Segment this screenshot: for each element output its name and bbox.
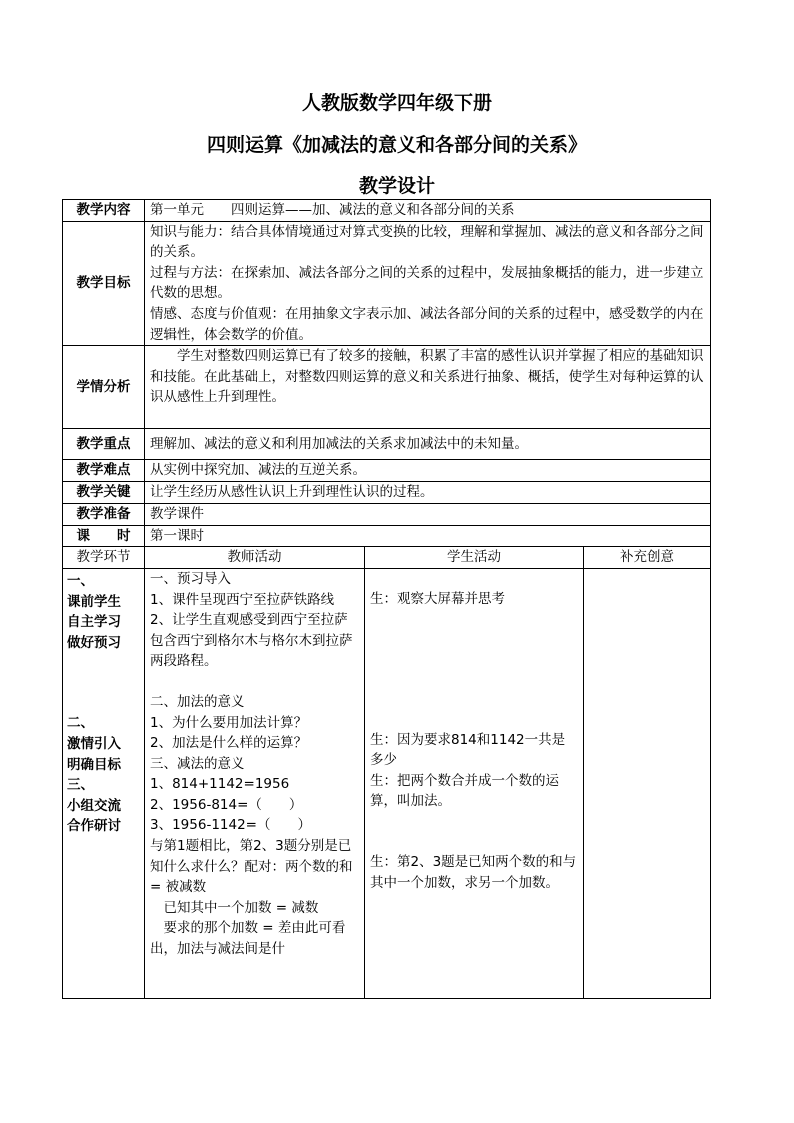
label-goals: 教学目标 [63, 221, 145, 346]
doc-title-line2: 四则运算《加减法的意义和各部分间的关系》 [206, 134, 587, 156]
teacher-pair-3: 要求的那个加数 = 差由此可看出，加法与减法间是什 [150, 920, 346, 958]
teacher-preview-item1: 1、课件呈现西宁至拉萨铁路线 [150, 591, 335, 608]
teacher-equation-3: 3、1956-1142=（ ） [150, 817, 311, 834]
row-content [63, 200, 711, 222]
extra-column [584, 568, 711, 998]
teacher-equation-1: 1、814+1142=1956 [150, 776, 290, 793]
goal-process: 过程与方法：在探索加、减法各部分之间的关系的过程中，发展抽象概括的能力，进一步建立代数的思想。 [150, 264, 704, 302]
value-prep: 教学课件 [145, 503, 711, 525]
stage2-line1: 激情引入 [67, 735, 121, 752]
goal-emotion: 情感、态度与价值观：在用抽象文字表示加、减法各部分间的关系的过程中，感受数学的内在逻辑性，体会数学的价值。 [150, 305, 704, 343]
teacher-compare: 与第1题相比，第2、3题分别是已知什么求什么？配对：两个数的和 = 被减数 [150, 838, 353, 896]
stage-column [63, 568, 145, 998]
label-analysis: 学情分析 [63, 346, 145, 429]
row-key [63, 429, 711, 460]
row-prep [63, 503, 711, 525]
header-stage: 教学环节 [63, 547, 145, 569]
label-period: 课 时 [63, 525, 145, 547]
label-difficulty: 教学难点 [63, 460, 145, 482]
row-period [63, 525, 711, 547]
label-key: 教学重点 [63, 429, 145, 460]
teacher-column [145, 568, 365, 998]
lesson-plan-table [62, 199, 711, 999]
row-crux [63, 481, 711, 503]
value-difficulty: 从实例中探究加、减法的互逆关系。 [145, 460, 711, 482]
stage3-number: 三、 [67, 777, 94, 794]
teacher-preview-item2: 2、让学生直观感受到西宁至拉萨包含西宁到格尔木与格尔木到拉萨两段路程。 [150, 612, 353, 670]
teacher-addition-q1: 1、为什么要用加法计算？ [150, 714, 308, 731]
student-column [365, 568, 584, 998]
row-goals [63, 221, 711, 346]
student-answer-3: 生：第2、3题是已知两个数的和与其中一个加数，求另一个加数。 [370, 853, 577, 891]
teacher-pair-2: 已知其中一个加数 = 减数 [150, 899, 319, 916]
header-teacher: 教师活动 [145, 547, 365, 569]
stage1-line3: 做好预习 [67, 634, 121, 651]
analysis-text: 学生对整数四则运算已有了较多的接触，积累了丰富的感性认识并掌握了相应的基础知识和技能。在此基础上，对整数四则运算的意义和关系进行抽象、概括，使学生对每种运算的认识从感性上升到理性。 [150, 348, 704, 406]
teacher-addition-title: 二、加法的意义 [150, 693, 245, 710]
student-observe: 生：观察大屏幕并思考 [370, 590, 505, 607]
value-key: 理解加、减法的意义和利用加减法的关系求加减法中的未知量。 [145, 429, 711, 460]
row-difficulty [63, 460, 711, 482]
doc-title-line1: 人教版数学四年级下册 [301, 92, 492, 114]
stage2-number: 二、 [67, 715, 94, 732]
value-content: 第一单元 四则运算——加、减法的意义和各部分间的关系 [145, 200, 711, 222]
header-student: 学生活动 [365, 547, 584, 569]
row-analysis [63, 346, 711, 429]
value-goals [145, 221, 711, 346]
teacher-preview-title: 一、预习导入 [150, 570, 231, 587]
teacher-equation-2: 2、1956-814=（ ） [150, 796, 303, 813]
stage1-number: 一、 [67, 572, 94, 589]
teacher-addition-q2: 2、加法是什么样的运算？ [150, 735, 308, 752]
student-answer-2: 生：把两个数合并成一个数的运算，叫加法。 [370, 772, 559, 810]
goal-knowledge: 知识与能力：结合具体情境通过对算式变换的比较，理解和掌握加、减法的意义和各部分之间的关系。 [150, 223, 704, 261]
row-process-body [63, 568, 711, 998]
value-analysis [145, 346, 711, 429]
student-answer-1: 生：因为要求814和1142一共是多少 [370, 731, 566, 769]
teacher-subtraction-title: 三、减法的意义 [150, 755, 245, 772]
value-crux: 让学生经历从感性认识上升到理性认识的过程。 [145, 481, 711, 503]
doc-title-line3: 教学设计 [358, 175, 435, 197]
stage3-line2: 合作研讨 [67, 818, 121, 835]
label-crux: 教学关键 [63, 481, 145, 503]
stage2-line2: 明确目标 [67, 756, 121, 773]
row-process-header [63, 547, 711, 569]
label-prep: 教学准备 [63, 503, 145, 525]
header-extra: 补充创意 [584, 547, 711, 569]
stage3-line1: 小组交流 [67, 797, 121, 814]
stage1-line1: 课前学生 [67, 593, 121, 610]
value-period: 第一课时 [145, 525, 711, 547]
stage1-line2: 自主学习 [67, 614, 121, 631]
label-content: 教学内容 [63, 200, 145, 222]
